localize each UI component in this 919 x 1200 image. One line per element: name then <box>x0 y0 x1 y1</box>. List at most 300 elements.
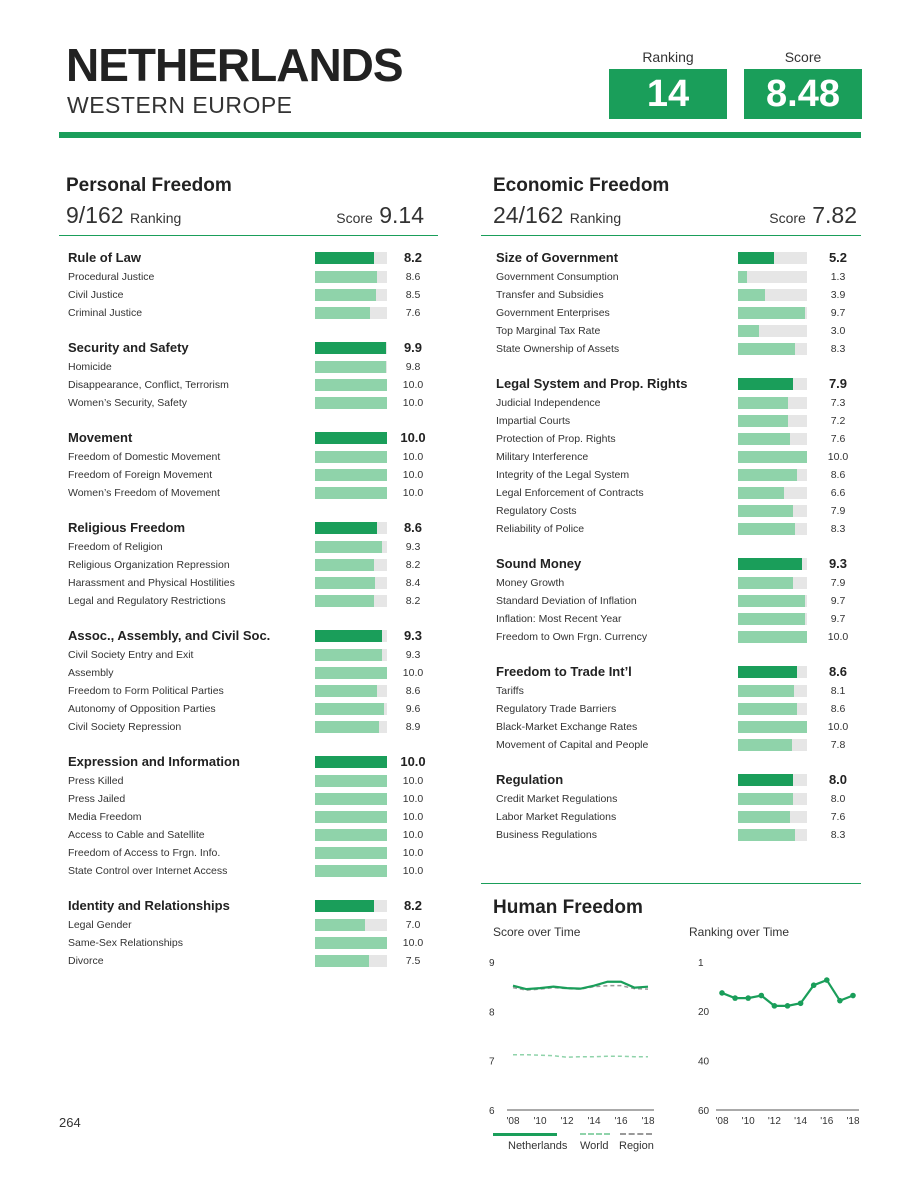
indicator-name: Disappearance, Conflict, Terrorism <box>68 379 229 391</box>
indicator-score: 10.0 <box>402 487 424 499</box>
category-bar-track <box>315 252 387 264</box>
indicator-name: Women’s Security, Safety <box>68 397 188 409</box>
category-score: 8.2 <box>403 250 423 265</box>
legend-region-label: Region <box>619 1140 654 1152</box>
indicator-name: Integrity of the Legal System <box>496 469 630 481</box>
indicator-row <box>68 791 438 807</box>
indicator-name: Legal Gender <box>68 919 132 931</box>
category-bar <box>315 900 374 912</box>
y-tick-label: 7 <box>489 1056 495 1068</box>
x-tick-label: '14 <box>587 1116 601 1127</box>
indicator-score: 10.0 <box>402 793 424 805</box>
indicator-score: 1.3 <box>830 271 846 283</box>
indicator-bar-track <box>738 469 807 481</box>
y-tick-label: 8 <box>489 1007 495 1019</box>
indicator-score: 8.3 <box>830 343 846 355</box>
personal-rank-value: 9/162 <box>66 202 124 228</box>
indicator-row <box>496 485 866 501</box>
category-score: 9.9 <box>403 340 423 355</box>
indicator-score: 10.0 <box>827 451 849 463</box>
indicator-row <box>68 485 438 501</box>
indicator-bar <box>738 577 793 589</box>
indicator-name: Press Killed <box>68 775 124 787</box>
indicator-score: 10.0 <box>402 379 424 391</box>
y-tick-label: 6 <box>489 1106 495 1117</box>
human-freedom-divider <box>481 883 861 884</box>
indicator-name: Access to Cable and Satellite <box>68 829 205 841</box>
indicator-row <box>68 593 438 609</box>
category-row <box>496 556 866 572</box>
category-bar <box>738 252 774 264</box>
indicator-bar <box>738 829 795 841</box>
indicator-bar <box>315 667 387 679</box>
y-tick-label: 1 <box>698 958 704 969</box>
chart-legend <box>493 1133 663 1163</box>
indicator-row <box>68 665 438 681</box>
indicator-bar <box>315 703 384 715</box>
indicator-score: 3.0 <box>830 325 846 337</box>
series-line-netherlands <box>722 980 853 1006</box>
indicator-bar <box>315 361 386 373</box>
indicator-bar <box>738 451 807 463</box>
indicator-bar <box>315 721 379 733</box>
indicator-row <box>68 917 438 933</box>
indicator-name: Business Regulations <box>496 829 597 841</box>
indicator-name: Homicide <box>68 361 112 373</box>
indicator-bar <box>738 505 793 517</box>
economic-freedom-rank <box>493 202 621 229</box>
indicator-score: 7.6 <box>830 433 846 445</box>
indicator-bar <box>315 919 365 931</box>
category-row <box>68 898 438 914</box>
indicator-row <box>496 413 866 429</box>
indicator-row <box>68 287 438 303</box>
indicator-row <box>496 341 866 357</box>
category-name: Security and Safety <box>68 340 189 355</box>
indicator-bar-track <box>315 379 387 391</box>
category-name: Movement <box>68 430 133 445</box>
indicator-row <box>68 575 438 591</box>
indicator-bar <box>738 469 797 481</box>
indicator-score: 8.2 <box>405 595 421 607</box>
indicator-score: 6.6 <box>830 487 846 499</box>
indicator-row <box>496 287 866 303</box>
indicator-bar-track <box>315 541 387 553</box>
indicator-name: Reliability of Police <box>496 523 585 535</box>
indicator-bar-track <box>315 451 387 463</box>
economic-divider <box>481 235 861 236</box>
indicator-bar <box>315 379 387 391</box>
indicator-bar <box>315 487 387 499</box>
indicator-bar-track <box>315 361 387 373</box>
indicator-score: 9.3 <box>405 541 421 553</box>
indicator-score: 7.6 <box>405 307 421 319</box>
indicator-name: Government Consumption <box>496 271 619 283</box>
x-tick-label: '16 <box>614 1116 628 1127</box>
indicator-row <box>496 575 866 591</box>
personal-freedom-score <box>300 202 424 229</box>
header-divider <box>59 132 861 138</box>
indicator-score: 8.6 <box>405 685 421 697</box>
series-line-netherlands <box>513 982 648 989</box>
indicator-score: 10.0 <box>402 397 424 409</box>
country-name: NETHERLANDS <box>66 39 403 91</box>
indicator-score: 8.6 <box>830 703 846 715</box>
ranking-over-time-title: Ranking over Time <box>689 925 790 939</box>
indicator-score: 7.5 <box>405 955 421 967</box>
indicator-bar <box>315 649 382 661</box>
personal-score-value: 9.14 <box>379 202 424 228</box>
x-tick-label: '10 <box>741 1116 755 1127</box>
indicator-bar <box>315 829 387 841</box>
indicator-name: Assembly <box>68 667 114 679</box>
indicator-bar-track <box>315 685 387 697</box>
indicator-name: Protection of Prop. Rights <box>496 433 616 445</box>
category-bar <box>315 342 386 354</box>
indicator-bar <box>738 487 784 499</box>
indicator-name: Credit Market Regulations <box>496 793 618 805</box>
indicator-bar <box>738 811 790 823</box>
indicator-name: Religious Organization Repression <box>68 559 230 571</box>
indicator-bar <box>738 595 805 607</box>
indicator-score: 10.0 <box>402 667 424 679</box>
category-bar <box>738 378 793 390</box>
indicator-bar-track <box>315 793 387 805</box>
indicator-bar-track <box>738 721 807 733</box>
indicator-bar-track <box>738 685 807 697</box>
category-bar <box>738 558 802 570</box>
indicator-score: 10.0 <box>402 847 424 859</box>
category-row <box>68 754 438 770</box>
indicator-name: Regulatory Costs <box>496 505 577 517</box>
indicator-bar-track <box>315 775 387 787</box>
indicator-row <box>68 395 438 411</box>
category-name: Size of Government <box>496 250 619 265</box>
category-bar-track <box>738 378 807 390</box>
indicator-bar <box>738 307 805 319</box>
indicator-bar <box>738 433 790 445</box>
indicator-bar-track <box>738 397 807 409</box>
score-value: 8.48 <box>744 69 862 119</box>
legend-region-swatch <box>620 1133 652 1135</box>
indicator-row <box>68 683 438 699</box>
category-row <box>496 250 866 266</box>
indicator-score: 9.3 <box>405 649 421 661</box>
indicator-bar <box>738 325 759 337</box>
indicator-name: Procedural Justice <box>68 271 155 283</box>
indicator-row <box>496 503 866 519</box>
category-score: 9.3 <box>828 556 848 571</box>
indicator-row <box>68 359 438 375</box>
category-score: 8.6 <box>403 520 423 535</box>
indicator-bar-track <box>738 325 807 337</box>
indicator-bar <box>738 739 792 751</box>
indicator-name: Civil Justice <box>68 289 124 301</box>
indicator-row <box>68 935 438 951</box>
indicator-bar <box>315 811 387 823</box>
ranking-point <box>719 990 725 996</box>
category-bar-track <box>738 558 807 570</box>
score-label: Score <box>784 49 822 65</box>
indicator-bar <box>738 397 788 409</box>
legend-world-swatch <box>580 1133 610 1135</box>
economic-freedom-score <box>720 202 857 229</box>
indicator-bar-track <box>315 919 387 931</box>
indicator-name: Labor Market Regulations <box>496 811 617 823</box>
indicator-score: 10.0 <box>402 775 424 787</box>
indicator-name: Military Interference <box>496 451 589 463</box>
indicator-bar-track <box>738 289 807 301</box>
indicator-bar <box>738 415 788 427</box>
indicator-name: Criminal Justice <box>68 307 143 319</box>
indicator-bar-track <box>315 865 387 877</box>
indicator-score: 8.1 <box>830 685 846 697</box>
indicator-name: Same-Sex Relationships <box>68 937 183 949</box>
economic-rank-label: Ranking <box>569 210 622 226</box>
ranking-point <box>824 977 830 983</box>
indicator-bar-track <box>738 631 807 643</box>
indicator-name: Black-Market Exchange Rates <box>496 721 638 733</box>
indicator-bar-track <box>315 487 387 499</box>
category-row <box>496 376 866 392</box>
category-bar <box>738 774 793 786</box>
indicator-name: Money Growth <box>496 577 565 589</box>
ranking-point <box>745 995 751 1001</box>
category-row <box>68 250 438 266</box>
indicator-name: Regulatory Trade Barriers <box>496 703 617 715</box>
indicator-name: Autonomy of Opposition Parties <box>68 703 216 715</box>
indicator-bar <box>315 271 377 283</box>
indicator-bar-track <box>315 469 387 481</box>
indicator-bar <box>315 307 370 319</box>
indicator-score: 8.9 <box>405 721 421 733</box>
indicator-row <box>68 809 438 825</box>
indicator-bar-track <box>738 433 807 445</box>
category-bar-track <box>738 666 807 678</box>
category-score: 9.3 <box>403 628 423 643</box>
indicator-row <box>496 629 866 645</box>
indicator-bar-track <box>738 613 807 625</box>
indicator-row <box>496 719 866 735</box>
category-score: 8.0 <box>828 772 848 787</box>
indicator-bar-track <box>315 307 387 319</box>
indicator-score: 8.3 <box>830 829 846 841</box>
indicator-bar-track <box>738 271 807 283</box>
category-name: Sound Money <box>496 556 582 571</box>
score-over-time-title: Score over Time <box>493 925 581 939</box>
indicator-score: 8.4 <box>405 577 421 589</box>
ranking-point <box>759 993 765 999</box>
legend-netherlands-label: Netherlands <box>508 1140 568 1152</box>
legend-netherlands-swatch <box>493 1133 557 1136</box>
indicator-name: Inflation: Most Recent Year <box>496 613 622 625</box>
indicator-bar-track <box>738 829 807 841</box>
indicator-bar-track <box>738 307 807 319</box>
indicator-name: Freedom to Own Frgn. Currency <box>496 631 648 643</box>
indicator-bar <box>315 451 387 463</box>
indicator-name: Media Freedom <box>68 811 142 823</box>
legend-world-label: World <box>580 1140 609 1152</box>
ranking-value: 14 <box>609 69 727 119</box>
personal-freedom-title: Personal Freedom <box>66 175 232 196</box>
category-score: 8.2 <box>403 898 423 913</box>
indicator-row <box>68 377 438 393</box>
category-bar <box>315 252 374 264</box>
category-name: Rule of Law <box>68 250 141 265</box>
ranking-point <box>798 1000 804 1006</box>
indicator-score: 3.9 <box>830 289 846 301</box>
indicator-score: 9.7 <box>830 307 846 319</box>
indicator-bar <box>738 613 805 625</box>
indicator-row <box>68 701 438 717</box>
indicator-score: 10.0 <box>402 451 424 463</box>
indicator-score: 7.8 <box>830 739 846 751</box>
indicator-score: 8.6 <box>405 271 421 283</box>
indicator-row <box>496 521 866 537</box>
indicator-bar <box>315 559 374 571</box>
indicator-bar <box>315 685 377 697</box>
category-row <box>496 664 866 680</box>
indicator-score: 8.2 <box>405 559 421 571</box>
ranking-label: Ranking <box>642 49 694 65</box>
category-score: 7.9 <box>828 376 848 391</box>
category-bar-track <box>315 522 387 534</box>
indicator-bar-track <box>315 829 387 841</box>
personal-rank-label: Ranking <box>129 210 182 226</box>
indicator-row <box>68 647 438 663</box>
category-name: Freedom to Trade Int’l <box>496 664 632 679</box>
indicator-bar-track <box>315 559 387 571</box>
indicator-bar <box>315 793 387 805</box>
indicator-bar <box>738 631 807 643</box>
indicator-bar-track <box>315 703 387 715</box>
indicator-name: Impartial Courts <box>496 415 571 427</box>
human-freedom-title: Human Freedom <box>493 897 643 918</box>
category-name: Religious Freedom <box>68 520 186 535</box>
category-bar-track <box>738 252 807 264</box>
indicator-bar-track <box>738 811 807 823</box>
category-row <box>68 520 438 536</box>
indicator-score: 10.0 <box>402 829 424 841</box>
indicator-bar-track <box>738 451 807 463</box>
indicator-bar-track <box>738 415 807 427</box>
x-tick-label: '12 <box>767 1116 781 1127</box>
indicator-bar <box>315 289 376 301</box>
indicator-score: 8.3 <box>830 523 846 535</box>
indicator-bar-track <box>738 343 807 355</box>
indicator-bar-track <box>315 847 387 859</box>
indicator-score: 8.0 <box>830 793 846 805</box>
indicator-bar <box>315 955 369 967</box>
indicator-score: 9.7 <box>830 613 846 625</box>
indicator-bar <box>315 469 387 481</box>
indicator-score: 7.6 <box>830 811 846 823</box>
category-name: Legal System and Prop. Rights <box>496 376 688 391</box>
indicator-name: State Control over Internet Access <box>68 865 228 877</box>
category-name: Regulation <box>496 772 564 787</box>
indicator-bar-track <box>315 271 387 283</box>
indicator-bar <box>738 685 794 697</box>
category-row <box>68 628 438 644</box>
category-name: Identity and Relationships <box>68 898 230 913</box>
category-bar <box>315 630 382 642</box>
indicator-bar-track <box>738 577 807 589</box>
economic-rank-value: 24/162 <box>493 202 564 228</box>
category-score: 8.6 <box>828 664 848 679</box>
category-score: 5.2 <box>828 250 848 265</box>
category-bar-track <box>738 774 807 786</box>
indicator-bar-track <box>315 649 387 661</box>
page-number: 264 <box>59 1115 81 1130</box>
indicator-bar <box>738 343 795 355</box>
indicator-row <box>68 773 438 789</box>
x-tick-label: '08 <box>506 1116 520 1127</box>
ranking-point <box>785 1003 791 1009</box>
indicator-bar-track <box>738 487 807 499</box>
indicator-row <box>496 791 866 807</box>
indicator-row <box>496 323 866 339</box>
personal-freedom-rank <box>66 202 181 229</box>
indicator-name: Standard Deviation of Inflation <box>496 595 637 607</box>
indicator-row <box>68 539 438 555</box>
indicator-score: 9.7 <box>830 595 846 607</box>
ranking-over-time-chart <box>685 950 865 1140</box>
indicator-bar <box>738 289 765 301</box>
indicator-bar-track <box>315 937 387 949</box>
region-name: WESTERN EUROPE <box>67 92 293 118</box>
indicator-row <box>496 305 866 321</box>
ranking-point <box>772 1003 778 1009</box>
indicator-score: 9.6 <box>405 703 421 715</box>
category-name: Expression and Information <box>68 754 240 769</box>
ranking-point <box>850 993 856 999</box>
indicator-row <box>496 467 866 483</box>
indicator-row <box>68 467 438 483</box>
x-tick-label: '14 <box>794 1116 808 1127</box>
indicator-row <box>496 269 866 285</box>
indicator-bar-track <box>738 505 807 517</box>
indicator-bar <box>315 541 382 553</box>
indicator-score: 10.0 <box>402 469 424 481</box>
category-score: 10.0 <box>400 754 426 769</box>
x-tick-label: '10 <box>533 1116 547 1127</box>
indicator-row <box>68 845 438 861</box>
indicator-name: Women’s Freedom of Movement <box>68 487 220 499</box>
indicator-score: 7.9 <box>830 577 846 589</box>
indicator-bar <box>315 397 387 409</box>
indicator-score: 10.0 <box>402 937 424 949</box>
indicator-row <box>496 809 866 825</box>
indicator-row <box>68 863 438 879</box>
indicator-bar <box>315 847 387 859</box>
indicator-row <box>496 395 866 411</box>
indicator-name: Legal and Regulatory Restrictions <box>68 595 226 607</box>
indicator-score: 7.3 <box>830 397 846 409</box>
ranking-point <box>837 998 843 1004</box>
indicator-name: Government Enterprises <box>496 307 610 319</box>
indicator-bar <box>315 775 387 787</box>
indicator-bar-track <box>315 397 387 409</box>
y-tick-label: 9 <box>489 958 495 969</box>
category-bar-track <box>315 342 387 354</box>
indicator-score: 8.6 <box>830 469 846 481</box>
indicator-row <box>68 953 438 969</box>
indicator-name: Civil Society Repression <box>68 721 182 733</box>
indicator-row <box>496 449 866 465</box>
indicator-name: Civil Society Entry and Exit <box>68 649 194 661</box>
indicator-bar-track <box>315 955 387 967</box>
category-bar-track <box>315 432 387 444</box>
